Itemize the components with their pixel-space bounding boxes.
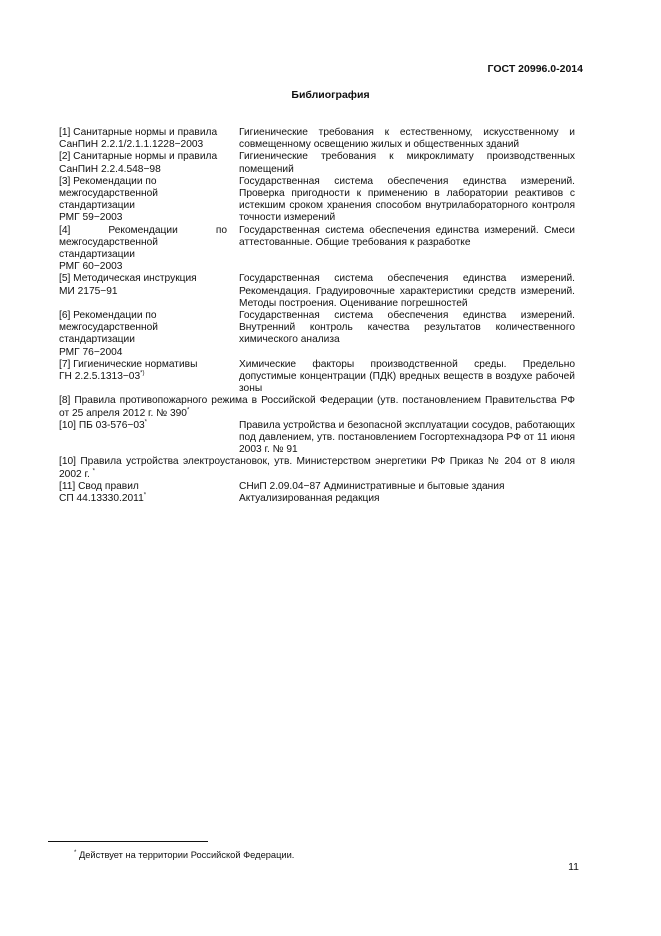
entry-description: Гигиенические требования к микроклимату производственных помещений bbox=[239, 151, 575, 175]
page-title: Библиография bbox=[291, 89, 370, 101]
entry-reference: [6] Рекомендации по межгосударственной стандартизации РМГ 76−2004 bbox=[59, 310, 158, 358]
entry-description: Государственная система обеспечения единства измерений. Смеси аттестованные. Общие требования к разработке bbox=[239, 224, 575, 248]
footnote-mark: * bbox=[144, 419, 148, 426]
entry-description: СНиП 2.09.04−87 Административные и бытовые здания Актуализированная редакция bbox=[239, 480, 505, 505]
footnote-mark: *) bbox=[140, 370, 145, 377]
entry-reference: [2] Санитарные нормы и правила СанПиН 2.2.4.548−98 bbox=[59, 151, 218, 175]
entry-reference bbox=[59, 359, 227, 396]
bibliography-entry bbox=[59, 151, 575, 175]
entry-reference: [5] Методическая инструкция МИ 2175−91 bbox=[59, 273, 197, 297]
bibliography-entry bbox=[59, 395, 575, 419]
bibliography-entry bbox=[59, 456, 575, 480]
footnote-mark: * bbox=[186, 407, 190, 414]
footnote-divider bbox=[48, 841, 208, 842]
footnote bbox=[74, 849, 294, 861]
bibliography-entry bbox=[59, 225, 575, 274]
footnote-text: Действует на территории Российской Федерации. bbox=[78, 850, 295, 860]
entry-description: Правила устройства и безопасной эксплуатации сосудов, работающих под давлением, утв. постановлением Госгортехнадзора РФ от 11 июня 2003 г. № 91 bbox=[239, 419, 575, 456]
footnote-mark: * bbox=[74, 849, 77, 856]
bibliography-entry bbox=[59, 127, 575, 151]
entry-reference-text: [10] ПБ 03-576−03 bbox=[59, 419, 145, 431]
footnote-mark: * bbox=[143, 492, 147, 499]
entry-reference-text: [11] Свод правил СП 44.13330.2011 bbox=[59, 480, 144, 505]
entry-text: [10] Правила устройства электроустановок, утв. Министерством энергетики РФ Приказ № 204 от 8 июля 2002 г. bbox=[59, 456, 575, 480]
entry-description: Государственная система обеспечения единства измерений. Проверка пригодности к применению в лаборатории реактивов с истекшим сроком хранения способом внутрилабораторного контроля точности измерений bbox=[239, 175, 575, 224]
entry-reference-text: [7] Гигиенические нормативы ГН 2.2.5.1313−03 bbox=[59, 358, 198, 383]
page-number: 11 bbox=[568, 861, 579, 873]
bibliography-entry bbox=[59, 420, 575, 457]
entry-description: Государственная система обеспечения единства измерений. Внутренний контроль качества результатов количественного химического анализа bbox=[239, 310, 575, 346]
bibliography-list bbox=[59, 127, 575, 505]
entry-reference bbox=[59, 481, 227, 505]
entry-full-text bbox=[59, 395, 575, 419]
entry-description: Государственная система обеспечения единства измерений. Рекомендация. Градуировочные характеристики средств измерений. Методы построения. Оценивание погрешностей bbox=[239, 273, 575, 309]
bibliography-entry bbox=[59, 273, 575, 310]
bibliography-entry bbox=[59, 359, 575, 396]
entry-description: Химические факторы производственной среды. Предельно допустимые концентрации (ПДК) вредных веществ в воздухе рабочей зоны bbox=[239, 358, 575, 395]
entry-reference bbox=[59, 420, 227, 457]
standard-code: ГОСТ 20996.0-2014 bbox=[487, 63, 583, 75]
entry-full-text bbox=[59, 456, 575, 480]
entry-description: Гигиенические требования к естественному, искусственному и совмещенному освещению жилых и общественных зданий bbox=[239, 127, 575, 151]
entry-reference: [3] Рекомендации по межгосударственной стандартизации РМГ 59−2003 bbox=[59, 175, 158, 224]
entry-text: [8] Правила противопожарного режима в Российской Федерации (утв. постановлением Правительства РФ от 25 апреля 2012 г. № 390 bbox=[59, 395, 575, 419]
bibliography-entry bbox=[59, 176, 575, 225]
entry-reference: [4] Рекомендации по межгосударственной стандартизации РМГ 60−2003 bbox=[59, 224, 227, 273]
entry-reference: [1] Санитарные нормы и правила СанПиН 2.2.1/2.1.1.1228−2003 bbox=[59, 127, 218, 151]
footnote-mark: * bbox=[92, 468, 95, 475]
bibliography-entry bbox=[59, 481, 575, 505]
bibliography-entry bbox=[59, 310, 575, 359]
